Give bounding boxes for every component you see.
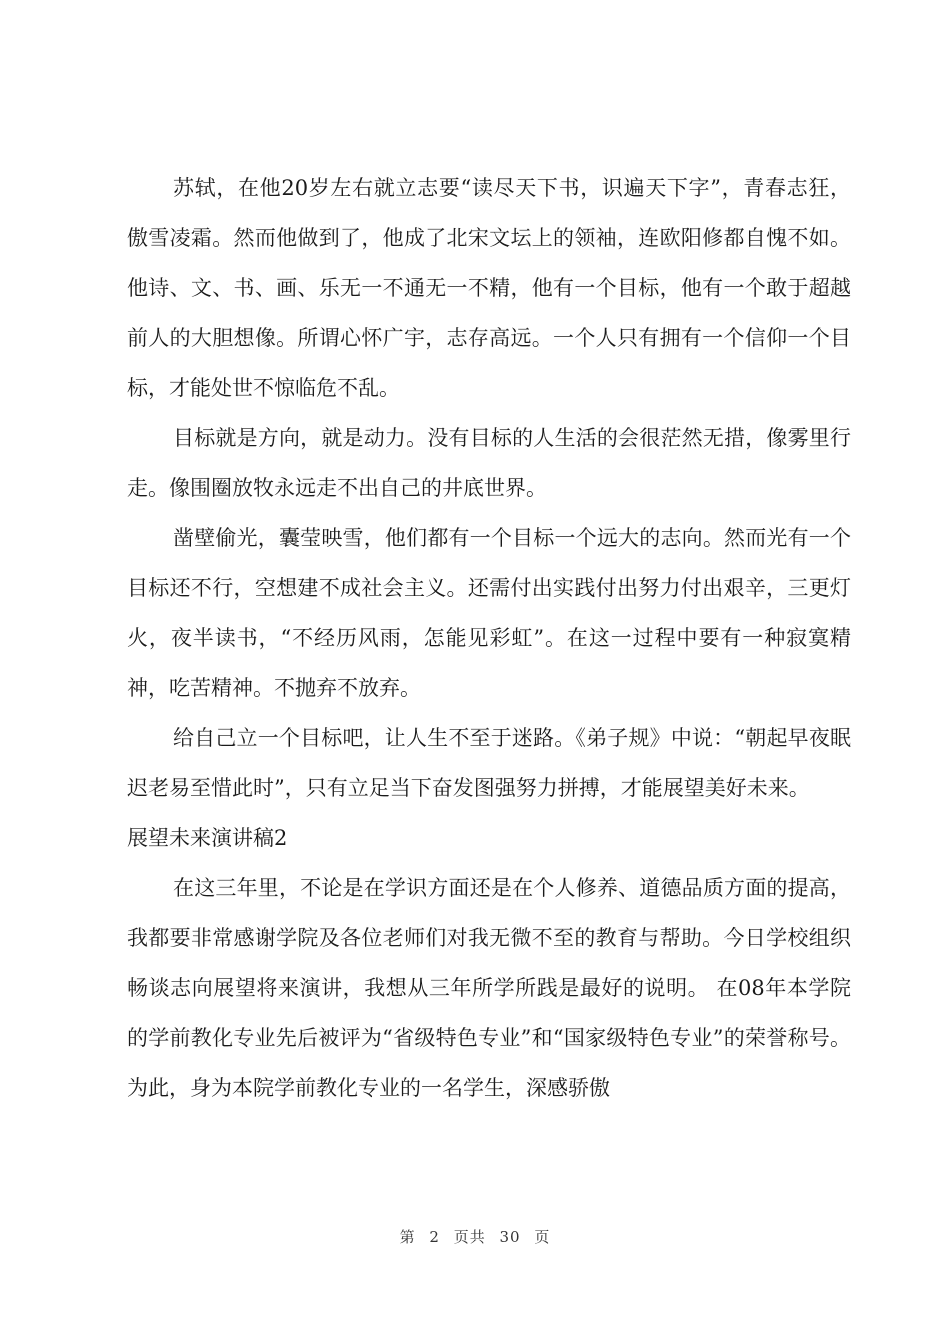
paragraph-diligence: 凿壁偷光，囊莹映雪，他们都有一个目标一个远大的志向。然而光有一个目标还不行，空想建不成社会主义。还需付出实践付出努力付出艰辛，三更灯火，夜半读书，“不经历风雨，怎能见彩虹”。在这一过程中要有一种寂寞精神，吃苦精神。不抛弃不放弃。 bbox=[127, 526, 851, 700]
page-number-footer: 第 2 页共 30 页 bbox=[399, 1228, 551, 1246]
paragraph-three-years: 在这三年里，不论是在学识方面还是在个人修养、道德品质方面的提高，我都要非常感谢学院及各位老师们对我无微不至的教育与帮助。今日学校组织畅谈志向展望将来演讲，我想从三年所学所践是最好的说明。 在08年本学院的学前教化专业先后被评为“省级特色专业”和“国家级特色专业”的荣誉称号。为此，身为本院学前教化专业的一名学生，深感骄傲 bbox=[127, 876, 851, 1100]
section-title: 展望未来演讲稿2 bbox=[127, 826, 288, 850]
document-body bbox=[127, 163, 851, 1113]
paragraph-set-goal: 给自己立一个目标吧，让人生不至于迷路。《弟子规》中说：“朝起早夜眠迟老易至惜此时”，只有立足当下奋发图强努力拼搏，才能展望美好未来。 bbox=[127, 726, 851, 800]
paragraph-goal-direction: 目标就是方向，就是动力。没有目标的人生活的会很茫然无措，像雾里行走。像围圈放牧永远走不出自己的井底世界。 bbox=[127, 426, 851, 500]
paragraph-su-shi: 苏轼，在他20岁左右就立志要“读尽天下书，识遍天下字”，青春志狂，傲雪凌霜。然而他做到了，他成了北宋文坛上的领袖，连欧阳修都自愧不如。他诗、文、书、画、乐无一不通无一不精，他有一个目标，他有一个敢于超越前人的大胆想像。所谓心怀广宇，志存高远。一个人只有拥有一个信仰一个目标，才能处世不惊临危不乱。 bbox=[127, 176, 851, 400]
